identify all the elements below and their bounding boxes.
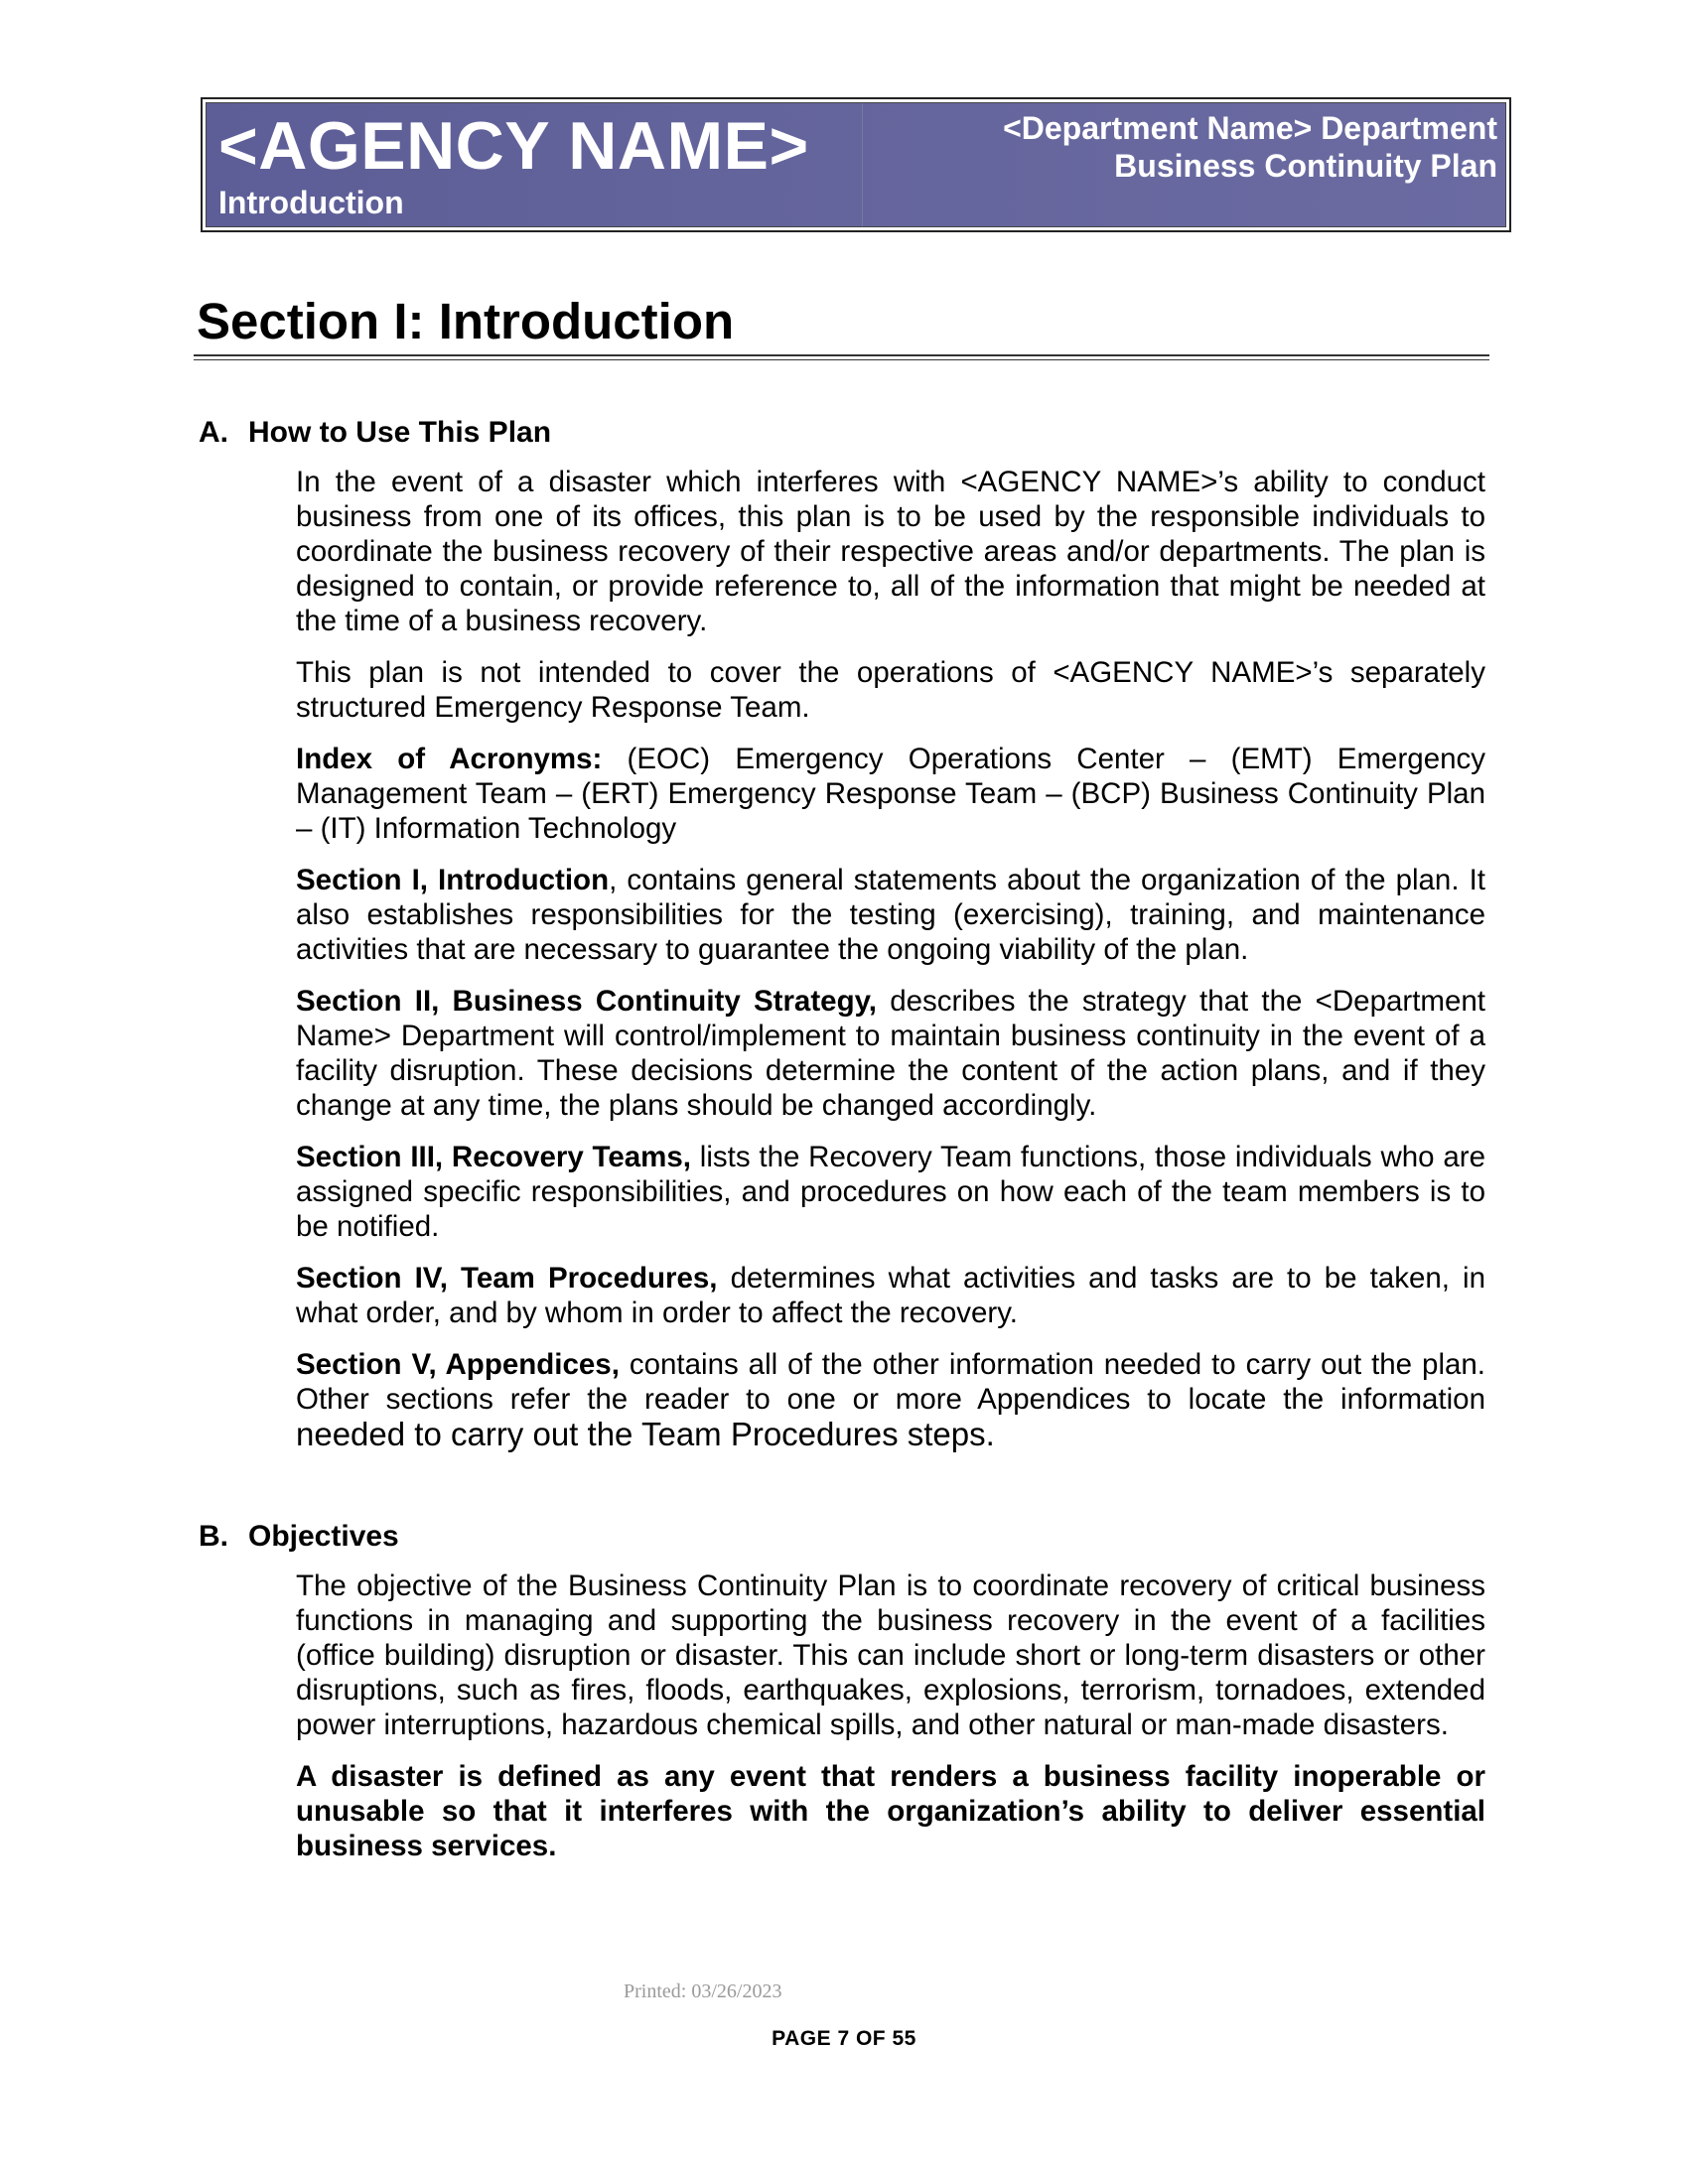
plan-title [1003,109,1497,185]
section-2-text: describes the strategy that the <Department Name> Department will control/implement to maintain business continuity in the event of a facility disruption. These decisions determine the content of the action plans, and if they change at any time, the plans should be changed accordingly. [296,985,1485,1122]
section-1-paragraph [296,863,1485,967]
page-number: PAGE 7 OF 55 [772,2027,916,2050]
section-3-label: Section III, Recovery Teams, [296,1141,691,1173]
acronyms-label: Index of Acronyms: [296,743,603,775]
section-5-tail: needed to carry out the Team Procedures steps. [296,1416,995,1452]
header-band [206,102,1506,227]
subheading-how-to-use [199,415,551,451]
disaster-definition: A disaster is defined as any event that renders a business facility inoperable or unusable so that it interferes with the organization’s ability to deliver essential business services. [296,1760,1485,1862]
section-3-paragraph [296,1140,1485,1244]
header-divider [862,103,863,226]
subheading-objectives [199,1519,399,1555]
section-5-label: Section V, Appendices, [296,1348,620,1381]
subheading-text: How to Use This Plan [248,416,552,449]
document-header [201,97,1511,232]
section-3-text: lists the Recovery Team functions, those individuals who are assigned specific responsibilities, and procedures on how each of the team members is to be notified. [296,1141,1485,1243]
subheading-letter: A. [199,416,228,449]
section-5-text: contains all of the other information needed to carry out the plan. Other sections refer the reader to one or more Appendices to locate the information [296,1348,1486,1416]
title-rule [194,354,1489,360]
department-line: <Department Name> Department [1003,110,1497,146]
agency-name: <AGENCY NAME> [218,108,809,184]
subheading-letter: B. [199,1520,228,1553]
section-5-paragraph [296,1347,1485,1453]
section-1-text: , contains general statements about the organization of the plan. It also establishes responsibilities for the testing (exercising), training, and maintenance activities that are necessary to guarantee the ongoing viability of the plan. [296,864,1485,966]
header-subtitle: Introduction [218,185,404,220]
paragraph: This plan is not intended to cover the operations of <AGENCY NAME>’s separately structured Emergency Response Team. [296,656,1485,724]
paragraph: The objective of the Business Continuity Plan is to coordinate recovery of critical business functions in managing and supporting the business recovery in the event of a facilities (office building) disruption or disaster. This can include short or long-term disasters or other disruptions, such as fires, floods, earthquakes, explosions, terrorism, tornadoes, extended power interruptions, hazardous chemical spills, and other natural or man-made disasters. [296,1570,1485,1741]
section-4-text: determines what activities and tasks are to be taken, in what order, and by whom in order to affect the recovery. [296,1262,1485,1329]
acronyms-text: (EOC) Emergency Operations Center – (EMT) Emergency Management Team – (ERT) Emergency Response Team – (BCP) Business Continuity Plan – (IT) Information Technology [296,743,1486,845]
section-1-label: Section I, Introduction [296,864,610,896]
section-2-label: Section II, Business Continuity Strategy, [296,985,877,1018]
objectives-body [296,1569,1485,1880]
plan-line: Business Continuity Plan [1114,148,1497,184]
page-title: Section I: Introduction [197,293,735,349]
section-4-paragraph [296,1261,1485,1330]
acronyms-paragraph [296,742,1485,846]
subheading-text: Objectives [248,1520,399,1553]
printed-date: Printed: 03/26/2023 [624,1980,782,2002]
section-4-label: Section IV, Team Procedures, [296,1262,718,1295]
how-to-use-body [296,465,1485,1470]
section-2-paragraph [296,984,1485,1123]
paragraph: In the event of a disaster which interferes with <AGENCY NAME>’s ability to conduct business from one of its offices, this plan is to be used by the responsible individuals to coordinate the business recovery of their respective areas and/or departments. The plan is designed to contain, or provide reference to, all of the information that might be needed at the time of a business recovery. [296,466,1485,637]
